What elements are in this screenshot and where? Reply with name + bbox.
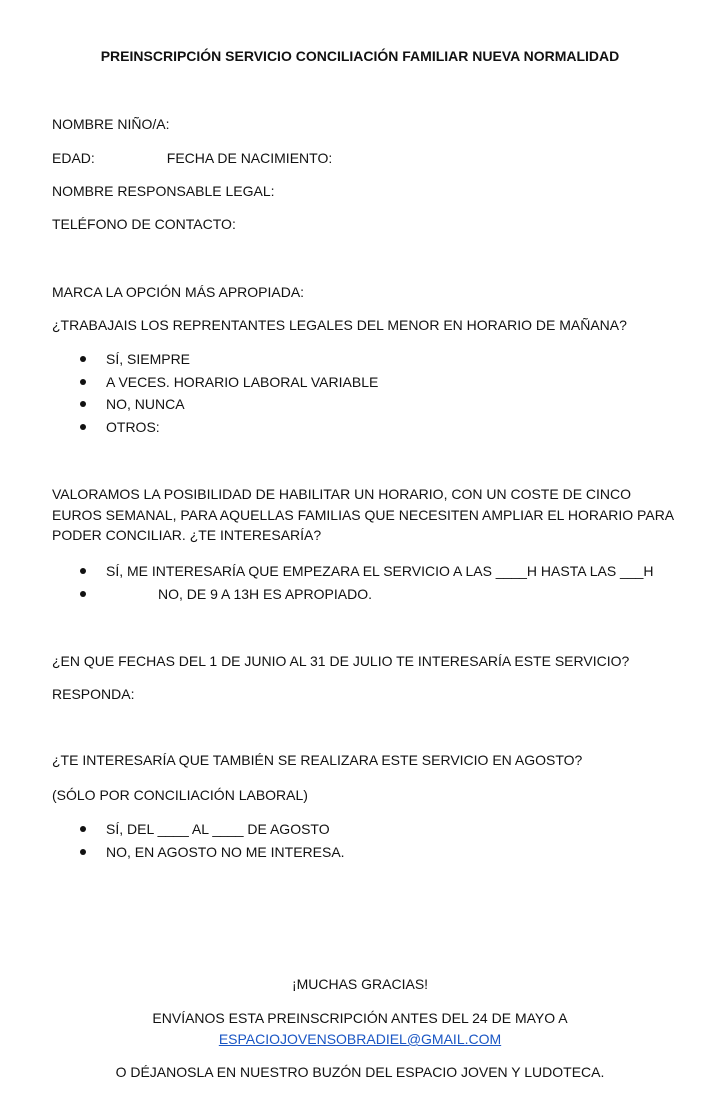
thanks-text: ¡MUCHAS GRACIAS! (291, 976, 429, 992)
age-label: EDAD: (52, 150, 95, 166)
bullet-icon (80, 424, 86, 430)
q3-question: ¿EN QUE FECHAS DEL 1 DE JUNIO AL 31 DE JULIO TE INTERESARÍA ESTE SERVICIO? (52, 653, 630, 669)
bullet-icon (80, 356, 86, 362)
list-item: A VECES. HORARIO LABORAL VARIABLE (80, 371, 378, 394)
q1-options (80, 348, 378, 438)
list-item: SÍ, ME INTERESARÍA QUE EMPEZARA EL SERVICIO A LAS ____H HASTA LAS ___H (80, 560, 654, 583)
drop-off-text: O DÉJANOSLA EN NUESTRO BUZÓN DEL ESPACIO JOVEN Y LUDOTECA. (115, 1064, 605, 1080)
send-before-text: ENVÍANOS ESTA PREINSCRIPCIÓN ANTES DEL 24 DE MAYO A (152, 1010, 568, 1026)
q4-note: (SÓLO POR CONCILIACIÓN LABORAL) (52, 787, 308, 803)
list-item: NO, NUNCA (80, 393, 378, 416)
guardian-name-label: NOMBRE RESPONSABLE LEGAL: (52, 183, 275, 199)
bullet-icon (80, 401, 86, 407)
q2-options (80, 560, 654, 605)
phone-label: TELÉFONO DE CONTACTO: (52, 216, 236, 232)
list-item: SÍ, SIEMPRE (80, 348, 378, 371)
form-title: PREINSCRIPCIÓN SERVICIO CONCILIACIÓN FAMILIAR NUEVA NORMALIDAD (100, 48, 620, 64)
bullet-icon (80, 826, 86, 832)
list-item: NO, DE 9 A 13H ES APROPIADO. (80, 583, 654, 606)
q1-instruction: MARCA LA OPCIÓN MÁS APROPIADA: (52, 284, 305, 300)
q3-answer-label: RESPONDA: (52, 686, 135, 702)
q4-options (80, 818, 345, 863)
q1-question: ¿TRABAJAIS LOS REPRENTANTES LEGALES DEL MENOR EN HORARIO DE MAÑANA? (52, 317, 627, 333)
email-link[interactable]: ESPACIOJOVENSOBRADIEL@GMAIL.COM (218, 1031, 502, 1047)
q4-question: ¿TE INTERESARÍA QUE TAMBIÉN SE REALIZARA ESTE SERVICIO EN AGOSTO? (52, 752, 583, 768)
child-name-label: NOMBRE NIÑO/A: (52, 116, 170, 132)
bullet-icon (80, 568, 86, 574)
list-item: SÍ, DEL ____ AL ____ DE AGOSTO (80, 818, 345, 841)
q2-question: VALORAMOS LA POSIBILIDAD DE HABILITAR UN HORARIO, CON UN COSTE DE CINCO EUROS SEMANAL, PARA AQUELLAS FAMILIAS QUE NECESITEN AMPLIAR EL HORARIO PARA PODER CONCILIAR. ¿TE INTERESARÍA? (52, 486, 674, 543)
bullet-icon (80, 379, 86, 385)
bullet-icon (80, 849, 86, 855)
birth-date-label: FECHA DE NACIMIENTO: (166, 150, 333, 166)
list-item: NO, EN AGOSTO NO ME INTERESA. (80, 841, 345, 864)
list-item: OTROS: (80, 416, 378, 439)
age-birthdate-row (52, 150, 332, 166)
bullet-icon (80, 591, 86, 597)
email-row (0, 1031, 720, 1047)
